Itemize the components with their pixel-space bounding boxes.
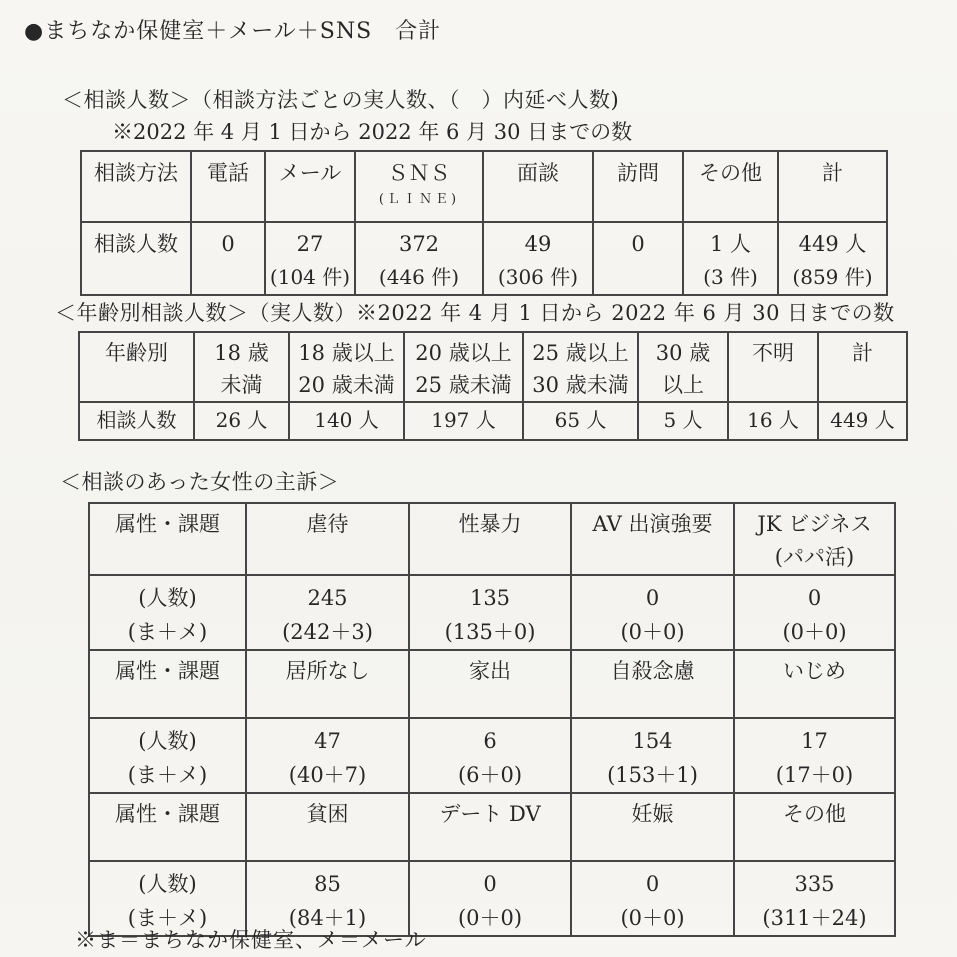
consult-value-visit: 0 — [593, 222, 683, 295]
age-value-4: 5 人 — [638, 402, 728, 440]
count-cell: 0 (0＋0) — [571, 575, 734, 650]
count-cell: 0 (0＋0) — [734, 575, 895, 650]
consult-col-total: 計 — [778, 151, 887, 222]
consult-col-meeting: 面談 — [483, 151, 593, 222]
sns-line-sub-label: (ＬＩＮＥ) — [378, 192, 460, 207]
attr-label-cell: 属性・課題 — [89, 503, 246, 575]
consult-section-note: ※2022 年 4 月 1 日から 2022 年 6 月 30 日までの数 — [112, 120, 633, 144]
age-value-5: 16 人 — [728, 402, 818, 440]
consult-row-label: 相談人数 — [81, 222, 191, 295]
age-value-6: 449 人 — [818, 402, 907, 440]
age-section-heading: ＜年齢別相談人数＞（実人数）※2022 年 4 月 1 日から 2022 年 6 月 30 日までの数 — [55, 301, 895, 325]
consult-col-mail: メール — [265, 151, 355, 222]
category-cell: 貧困 — [246, 793, 409, 861]
category-cell: 自殺念慮 — [571, 650, 734, 718]
age-col-3: 20 歳以上 25 歳未満 — [404, 332, 523, 402]
count-cell: 47 (40＋7) — [246, 718, 409, 793]
consult-section-heading: ＜相談人数＞（相談方法ごとの実人数、（ ）内延べ人数) — [62, 88, 620, 112]
age-value-2: 197 人 — [404, 402, 523, 440]
category-cell: JK ビジネス (パパ活) — [734, 503, 895, 575]
consult-value-mail: 27 (104 件) — [265, 222, 355, 295]
consult-value-other: 1 人 (3 件) — [683, 222, 778, 295]
age-header-row — [79, 332, 907, 402]
category-cell: 家出 — [409, 650, 571, 718]
consult-col-sns — [355, 151, 483, 222]
complaint-attr-row-2 — [89, 650, 895, 718]
consult-value-total: 449 人 (859 件) — [778, 222, 887, 295]
count-label-cell: (人数) (ま＋メ) — [89, 718, 246, 793]
count-cell: 6 (6＋0) — [409, 718, 571, 793]
attr-label-cell: 属性・課題 — [89, 650, 246, 718]
count-cell: 0 (0＋0) — [571, 861, 734, 936]
count-cell: 135 (135＋0) — [409, 575, 571, 650]
category-cell: 虐待 — [246, 503, 409, 575]
age-data-row — [79, 402, 907, 440]
age-value-1: 140 人 — [289, 402, 404, 440]
count-label-cell: (人数) (ま＋メ) — [89, 575, 246, 650]
category-cell: いじめ — [734, 650, 895, 718]
age-col-7: 計 — [818, 332, 907, 402]
complaint-section-heading: ＜相談のあった女性の主訴＞ — [60, 470, 340, 494]
consult-value-phone: 0 — [191, 222, 265, 295]
age-group-table — [78, 331, 908, 441]
consult-value-sns: 372 (446 件) — [355, 222, 483, 295]
legend-footnote: ※ま＝まちなか保健室、メ＝メール — [75, 928, 427, 952]
complaint-count-row-1 — [89, 575, 895, 650]
age-col-2: 18 歳以上 20 歳未満 — [289, 332, 404, 402]
age-col-4: 25 歳以上 30 歳未満 — [523, 332, 638, 402]
page-title: ●まちなか保健室＋メール＋SNS 合計 — [24, 19, 442, 44]
complaint-table — [88, 502, 896, 937]
sns-label: ＳＮＳ — [387, 161, 451, 185]
consult-corner-cell: 相談方法 — [81, 151, 191, 222]
consult-col-phone: 電話 — [191, 151, 265, 222]
age-col-5: 30 歳 以上 — [638, 332, 728, 402]
count-cell: 0 (0＋0) — [409, 861, 571, 936]
age-col-1: 18 歳 未満 — [194, 332, 289, 402]
complaint-attr-row-3 — [89, 793, 895, 861]
category-cell: その他 — [734, 793, 895, 861]
count-cell: 85 (84＋1) — [246, 861, 409, 936]
age-value-0: 26 人 — [194, 402, 289, 440]
age-value-3: 65 人 — [523, 402, 638, 440]
complaint-attr-row-1 — [89, 503, 895, 575]
category-cell: 性暴力 — [409, 503, 571, 575]
attr-label-cell: 属性・課題 — [89, 793, 246, 861]
category-cell: 妊娠 — [571, 793, 734, 861]
category-cell: デート DV — [409, 793, 571, 861]
consult-data-row — [81, 222, 887, 295]
consult-col-other: その他 — [683, 151, 778, 222]
consult-header-row — [81, 151, 887, 222]
count-cell: 17 (17＋0) — [734, 718, 895, 793]
age-col-6: 不明 — [728, 332, 818, 402]
consult-col-visit: 訪問 — [593, 151, 683, 222]
count-cell: 154 (153＋1) — [571, 718, 734, 793]
count-cell: 335 (311＋24) — [734, 861, 895, 936]
complaint-count-row-2 — [89, 718, 895, 793]
age-col-0: 年齢別 — [79, 332, 194, 402]
count-cell: 245 (242＋3) — [246, 575, 409, 650]
category-cell: 居所なし — [246, 650, 409, 718]
count-label-cell: (人数) (ま＋メ) — [89, 861, 246, 936]
category-cell: AV 出演強要 — [571, 503, 734, 575]
consult-method-table — [80, 150, 888, 296]
age-row-label: 相談人数 — [79, 402, 194, 440]
consult-value-meeting: 49 (306 件) — [483, 222, 593, 295]
